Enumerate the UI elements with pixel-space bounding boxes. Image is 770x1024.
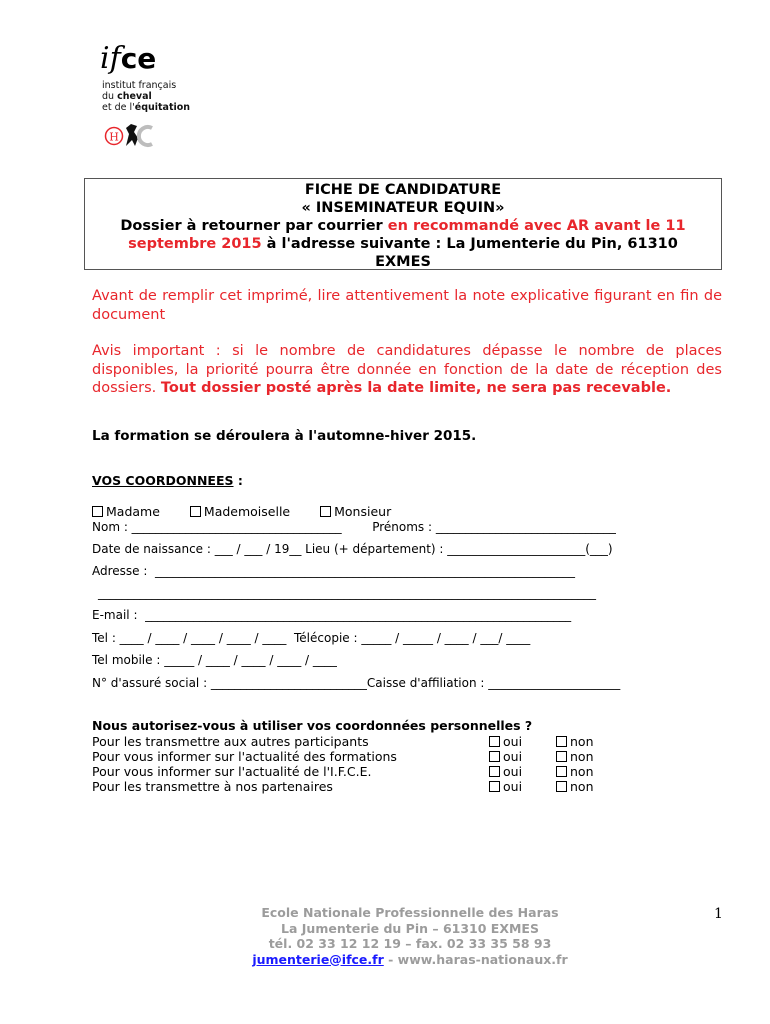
footer-line2: La Jumenterie du Pin – 61310 EXMES <box>281 920 539 936</box>
social-security-field[interactable]: N° d'assuré social : __________________________Caisse d'affiliation : ______________________ <box>92 676 621 690</box>
title-line3 <box>85 217 721 235</box>
consent-question: Pour les transmettre à nos partenaires <box>92 779 333 794</box>
consent-question: Pour vous informer sur l'actualité de l'I.F.C.E. <box>92 764 372 779</box>
checkbox-non[interactable] <box>556 766 567 777</box>
logo-wordmark <box>100 42 156 76</box>
logo-subtitle <box>102 80 190 113</box>
horse-icon <box>126 124 138 146</box>
logo-wordmark-ce: ce <box>120 42 157 75</box>
checkbox-oui[interactable] <box>489 781 500 792</box>
consent-question: Pour les transmettre aux autres participants <box>92 734 369 749</box>
checkbox-non[interactable] <box>556 751 567 762</box>
mobile-field[interactable]: Tel mobile : _____ / ____ / ____ / ____ / ____ <box>92 653 337 667</box>
notice-important-text: Avis important : si le nombre de candidatures dépasse le nombre de places disponibles, la priorité pourra être donnée en fonction de la date de réception des dossiers. <box>92 343 722 396</box>
civility-monsieur-label: Monsieur <box>334 504 392 519</box>
title-line4 <box>85 235 721 253</box>
logo-line2 <box>102 91 190 102</box>
checkbox-oui[interactable] <box>489 751 500 762</box>
title-line5: EXMES <box>375 254 431 270</box>
formation-date: La formation se déroulera à l'automne-hiver 2015. <box>92 428 477 444</box>
footer <box>210 905 610 967</box>
footer-line4 <box>210 952 610 968</box>
page-number: 1 <box>714 906 723 922</box>
notice-important <box>92 342 722 398</box>
footer-line1: Ecole Nationale Professionnelle des Haras <box>261 905 559 920</box>
consent-oui-option[interactable] <box>489 779 522 794</box>
logo-wordmark-if: if <box>100 41 121 76</box>
logo-line3-prefix: et de l' <box>102 102 135 113</box>
footer-separator: - <box>383 951 398 967</box>
consent-title: Nous autorisez-vous à utiliser vos coordonnées personnelles ? <box>92 718 533 733</box>
title-line2: « INSEMINATEUR EQUIN» <box>301 200 505 216</box>
title-box <box>84 178 722 270</box>
consent-non-option[interactable] <box>556 734 594 749</box>
checkbox-non[interactable] <box>556 781 567 792</box>
emblem-icons <box>104 120 160 150</box>
section-coordonnees-title: VOS COORDONNEES <box>92 473 234 488</box>
oui-label: oui <box>503 779 523 794</box>
c-emblem-icon <box>139 127 152 145</box>
logo-line2-prefix: du <box>102 91 118 102</box>
consent-non-option[interactable] <box>556 764 594 779</box>
consent-oui-option[interactable] <box>489 749 522 764</box>
checkbox-non[interactable] <box>556 736 567 747</box>
adresse-field-line2[interactable]: ___________________________________________________________________________________ <box>98 586 596 600</box>
non-label: non <box>570 734 594 749</box>
civility-mademoiselle-label: Mademoiselle <box>203 504 291 519</box>
naissance-field[interactable]: Date de naissance : ___ / ___ / 19__ Lieu (+ département) : _______________________(___) <box>92 542 613 556</box>
title-line4-black: à l'adresse suivante : La Jumenterie du Pin, 61310 <box>261 236 678 252</box>
haras-emblem-letter: H <box>109 130 119 144</box>
consent-question: Pour vous informer sur l'actualité des formations <box>92 749 397 764</box>
logo-line3-bold: équitation <box>134 102 191 113</box>
civility-mademoiselle[interactable] <box>190 504 290 519</box>
civility-monsieur[interactable] <box>320 504 391 519</box>
email-field[interactable]: E-mail : _______________________________________________________________________ <box>92 608 572 622</box>
notice-important-bold: Tout dossier posté après la date limite, ne sera pas recevable. <box>160 380 672 396</box>
checkbox-oui[interactable] <box>489 736 500 747</box>
title-line3-black: Dossier à retourner par courrier <box>120 218 388 234</box>
footer-line3: tél. 02 33 12 12 19 – fax. 02 33 35 58 93 <box>268 936 552 951</box>
non-label: non <box>570 779 594 794</box>
adresse-field[interactable]: Adresse : ______________________________________________________________________ <box>92 564 576 578</box>
title-line1: FICHE DE CANDIDATURE <box>304 182 502 198</box>
oui-label: oui <box>503 734 523 749</box>
section-coordonnees <box>92 473 243 488</box>
footer-website: www.haras-nationaux.fr <box>397 951 568 967</box>
logo-line3 <box>102 102 190 113</box>
section-coordonnees-colon: : <box>233 473 243 488</box>
title-line3-red: en recommandé avec AR avant le 11 <box>387 218 686 234</box>
consent-oui-option[interactable] <box>489 764 522 779</box>
ifce-logo <box>100 42 210 152</box>
civility-madame[interactable] <box>92 504 160 519</box>
civility-madame-label: Madame <box>106 504 160 519</box>
oui-label: oui <box>503 749 523 764</box>
non-label: non <box>570 749 594 764</box>
tel-field[interactable]: Tel : ____ / ____ / ____ / ____ / ____ Télécopie : _____ / _____ / ____ / ___/ ____ <box>92 631 531 645</box>
title-line4-red: septembre 2015 <box>128 236 262 252</box>
consent-oui-option[interactable] <box>489 734 522 749</box>
checkbox-mademoiselle[interactable] <box>190 506 201 517</box>
oui-label: oui <box>503 764 523 779</box>
civility-row <box>92 504 391 520</box>
consent-non-option[interactable] <box>556 749 594 764</box>
checkbox-madame[interactable] <box>92 506 103 517</box>
non-label: non <box>570 764 594 779</box>
notice-read-first: Avant de remplir cet imprimé, lire attentivement la note explicative figurant en fin de document <box>92 288 722 323</box>
checkbox-oui[interactable] <box>489 766 500 777</box>
nom-field[interactable]: Nom : ___________________________________ Prénoms : ______________________________ <box>92 520 616 534</box>
checkbox-monsieur[interactable] <box>320 506 331 517</box>
logo-line2-bold: cheval <box>117 91 152 102</box>
logo-line1: institut français <box>102 80 177 91</box>
consent-non-option[interactable] <box>556 779 594 794</box>
footer-email-link[interactable]: jumenterie@ifce.fr <box>252 951 384 967</box>
